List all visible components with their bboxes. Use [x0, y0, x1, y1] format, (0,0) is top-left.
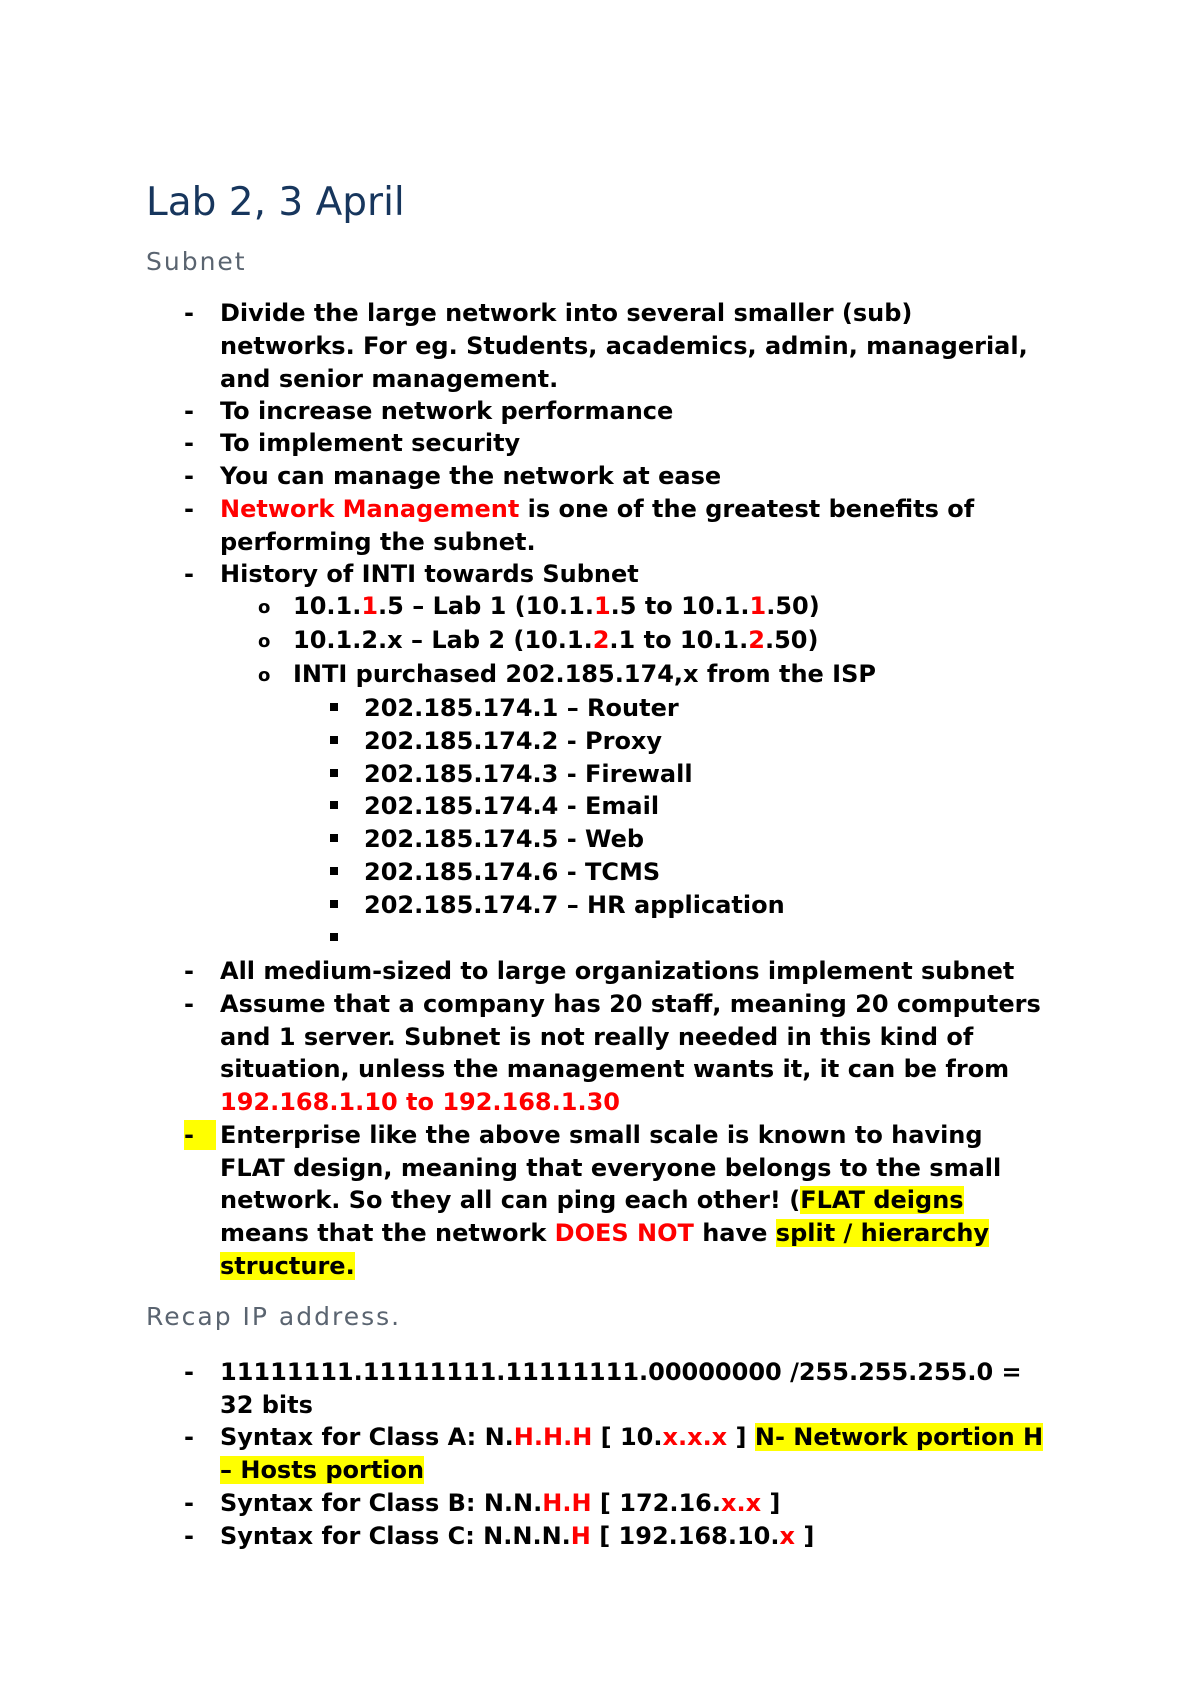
square-marker: [330, 923, 338, 953]
red-text: 2: [748, 626, 765, 654]
text-span: 10.1.2.x – Lab 2 (10.1.: [293, 626, 593, 654]
dash-marker: -: [184, 990, 194, 1018]
text-span: Syntax for Class A: N.: [220, 1423, 514, 1451]
dash-marker: -: [184, 1358, 194, 1386]
text-span: .5 to 10.1.: [610, 592, 750, 620]
text-span: ]: [761, 1489, 781, 1517]
section-heading-subnet: Subnet: [146, 247, 247, 276]
bullet-text: To implement security: [220, 429, 521, 457]
highlighted-text: structure.: [220, 1252, 355, 1280]
square-marker: [330, 824, 338, 854]
dash-marker: -: [184, 429, 194, 457]
dash-marker: -: [184, 1423, 194, 1451]
bullet-text: To increase network performance: [220, 397, 674, 425]
dash-marker: -: [184, 1522, 194, 1550]
bullet-text: [220, 1251, 355, 1281]
sub-sub-bullet-text: 202.185.174.6 - TCMS: [364, 858, 661, 886]
bullet-text: [220, 1218, 989, 1248]
red-text: 1: [361, 592, 379, 620]
highlighted-text: split / hierarchy: [775, 1219, 990, 1247]
highlighted-text: – Hosts portion: [220, 1456, 425, 1484]
dash-marker: -: [184, 560, 194, 588]
square-marker: [330, 759, 338, 789]
red-text: H: [570, 1522, 591, 1550]
sub-sub-bullet-text: 202.185.174.7 – HR application: [364, 891, 785, 919]
bullet-text: [220, 1185, 964, 1215]
bullet-text: and 1 server. Subnet is not really needed in this kind of: [220, 1023, 974, 1051]
sub-bullet-text: [293, 625, 818, 655]
bullet-text: performing the subnet.: [220, 528, 536, 556]
red-text: 1: [749, 592, 767, 620]
text-span: Syntax for Class B: N.N.: [220, 1489, 543, 1517]
red-text: x: [779, 1522, 795, 1550]
text-span: [ 10.: [592, 1423, 663, 1451]
circle-marker: o: [258, 597, 271, 618]
red-text: Network Management: [220, 495, 520, 523]
text-span: .1 to 10.1.: [609, 626, 749, 654]
text-span: ]: [727, 1423, 755, 1451]
circle-marker: o: [258, 665, 271, 686]
sub-sub-bullet-text: 202.185.174.2 - Proxy: [364, 727, 663, 755]
square-marker: [330, 693, 338, 723]
bullet-text: and senior management.: [220, 365, 559, 393]
square-marker: [330, 791, 338, 821]
text-span: [ 192.168.10.: [590, 1522, 780, 1550]
square-marker: [330, 890, 338, 920]
bullet-text: Enterprise like the above small scale is known to having: [220, 1121, 983, 1149]
text-span: have: [693, 1219, 776, 1247]
text-span: 10.1.: [293, 592, 362, 620]
red-text: 192.168.1.10 to 192.168.1.30: [220, 1088, 620, 1116]
bullet-text: [220, 1521, 814, 1551]
red-text: H.H.H: [513, 1423, 593, 1451]
bullet-text: [220, 1455, 424, 1485]
text-span: network. So they all can ping each other! (: [220, 1186, 801, 1214]
dash-marker: -: [184, 495, 194, 523]
text-span: .50): [766, 592, 820, 620]
red-text: 1: [593, 592, 611, 620]
red-text: 2: [592, 626, 610, 654]
bullet-text: [220, 1488, 780, 1518]
dash-marker: -: [184, 299, 194, 327]
red-text: x.x.x: [662, 1423, 728, 1451]
square-marker: [330, 726, 338, 756]
text-span: is one of the greatest benefits of: [519, 495, 975, 523]
highlighted-text: FLAT deigns: [800, 1186, 964, 1214]
bullet-text: [220, 494, 974, 524]
red-text: H.H: [542, 1489, 592, 1517]
sub-sub-bullet-text: 202.185.174.5 - Web: [364, 825, 645, 853]
bullet-text: 11111111.11111111.11111111.00000000 /255.255.255.0 =: [220, 1358, 1022, 1386]
sub-bullet-text: [293, 591, 820, 621]
bullet-text: [220, 1422, 1043, 1452]
bullet-text: 32 bits: [220, 1391, 313, 1419]
dash-marker: -: [184, 397, 194, 425]
bullet-text: networks. For eg. Students, academics, admin, managerial,: [220, 332, 1028, 360]
red-text: DOES NOT: [554, 1219, 694, 1247]
text-span: .5 – Lab 1 (10.1.: [378, 592, 594, 620]
sub-sub-bullet-text: 202.185.174.4 - Email: [364, 792, 660, 820]
dash-marker: -: [184, 462, 194, 490]
sub-sub-bullet-text: 202.185.174.3 - Firewall: [364, 760, 693, 788]
bullet-text: situation, unless the management wants it, it can be from: [220, 1055, 1010, 1083]
bullet-text: FLAT design, meaning that everyone belongs to the small: [220, 1154, 1002, 1182]
highlighted-text: N- Network portion H: [754, 1423, 1044, 1451]
text-span: .50): [764, 626, 819, 654]
bullet-text: Assume that a company has 20 staff, meaning 20 computers: [220, 990, 1041, 1018]
text-span: [ 172.16.: [591, 1489, 721, 1517]
sub-bullet-text: INTI purchased 202.185.174,x from the ISP: [293, 660, 876, 688]
bullet-text: You can manage the network at ease: [220, 462, 722, 490]
text-span: ]: [794, 1522, 815, 1550]
page-title: Lab 2, 3 April: [146, 180, 405, 225]
bullet-text: All medium-sized to large organizations implement subnet: [220, 957, 1015, 985]
dash-marker: -: [184, 1120, 216, 1150]
text-span: Syntax for Class C: N.N.N.: [220, 1522, 571, 1550]
bullet-text: History of INTI towards Subnet: [220, 560, 639, 588]
dash-marker: -: [184, 957, 194, 985]
red-text: x.x: [720, 1489, 762, 1517]
section-heading-recap: Recap IP address.: [146, 1302, 402, 1331]
sub-sub-bullet-text: 202.185.174.1 – Router: [364, 694, 679, 722]
circle-marker: o: [258, 631, 271, 652]
dash-marker: -: [184, 1489, 194, 1517]
text-span: means that the network: [220, 1219, 555, 1247]
square-marker: [330, 857, 338, 887]
bullet-text: Divide the large network into several smaller (sub): [220, 299, 913, 327]
